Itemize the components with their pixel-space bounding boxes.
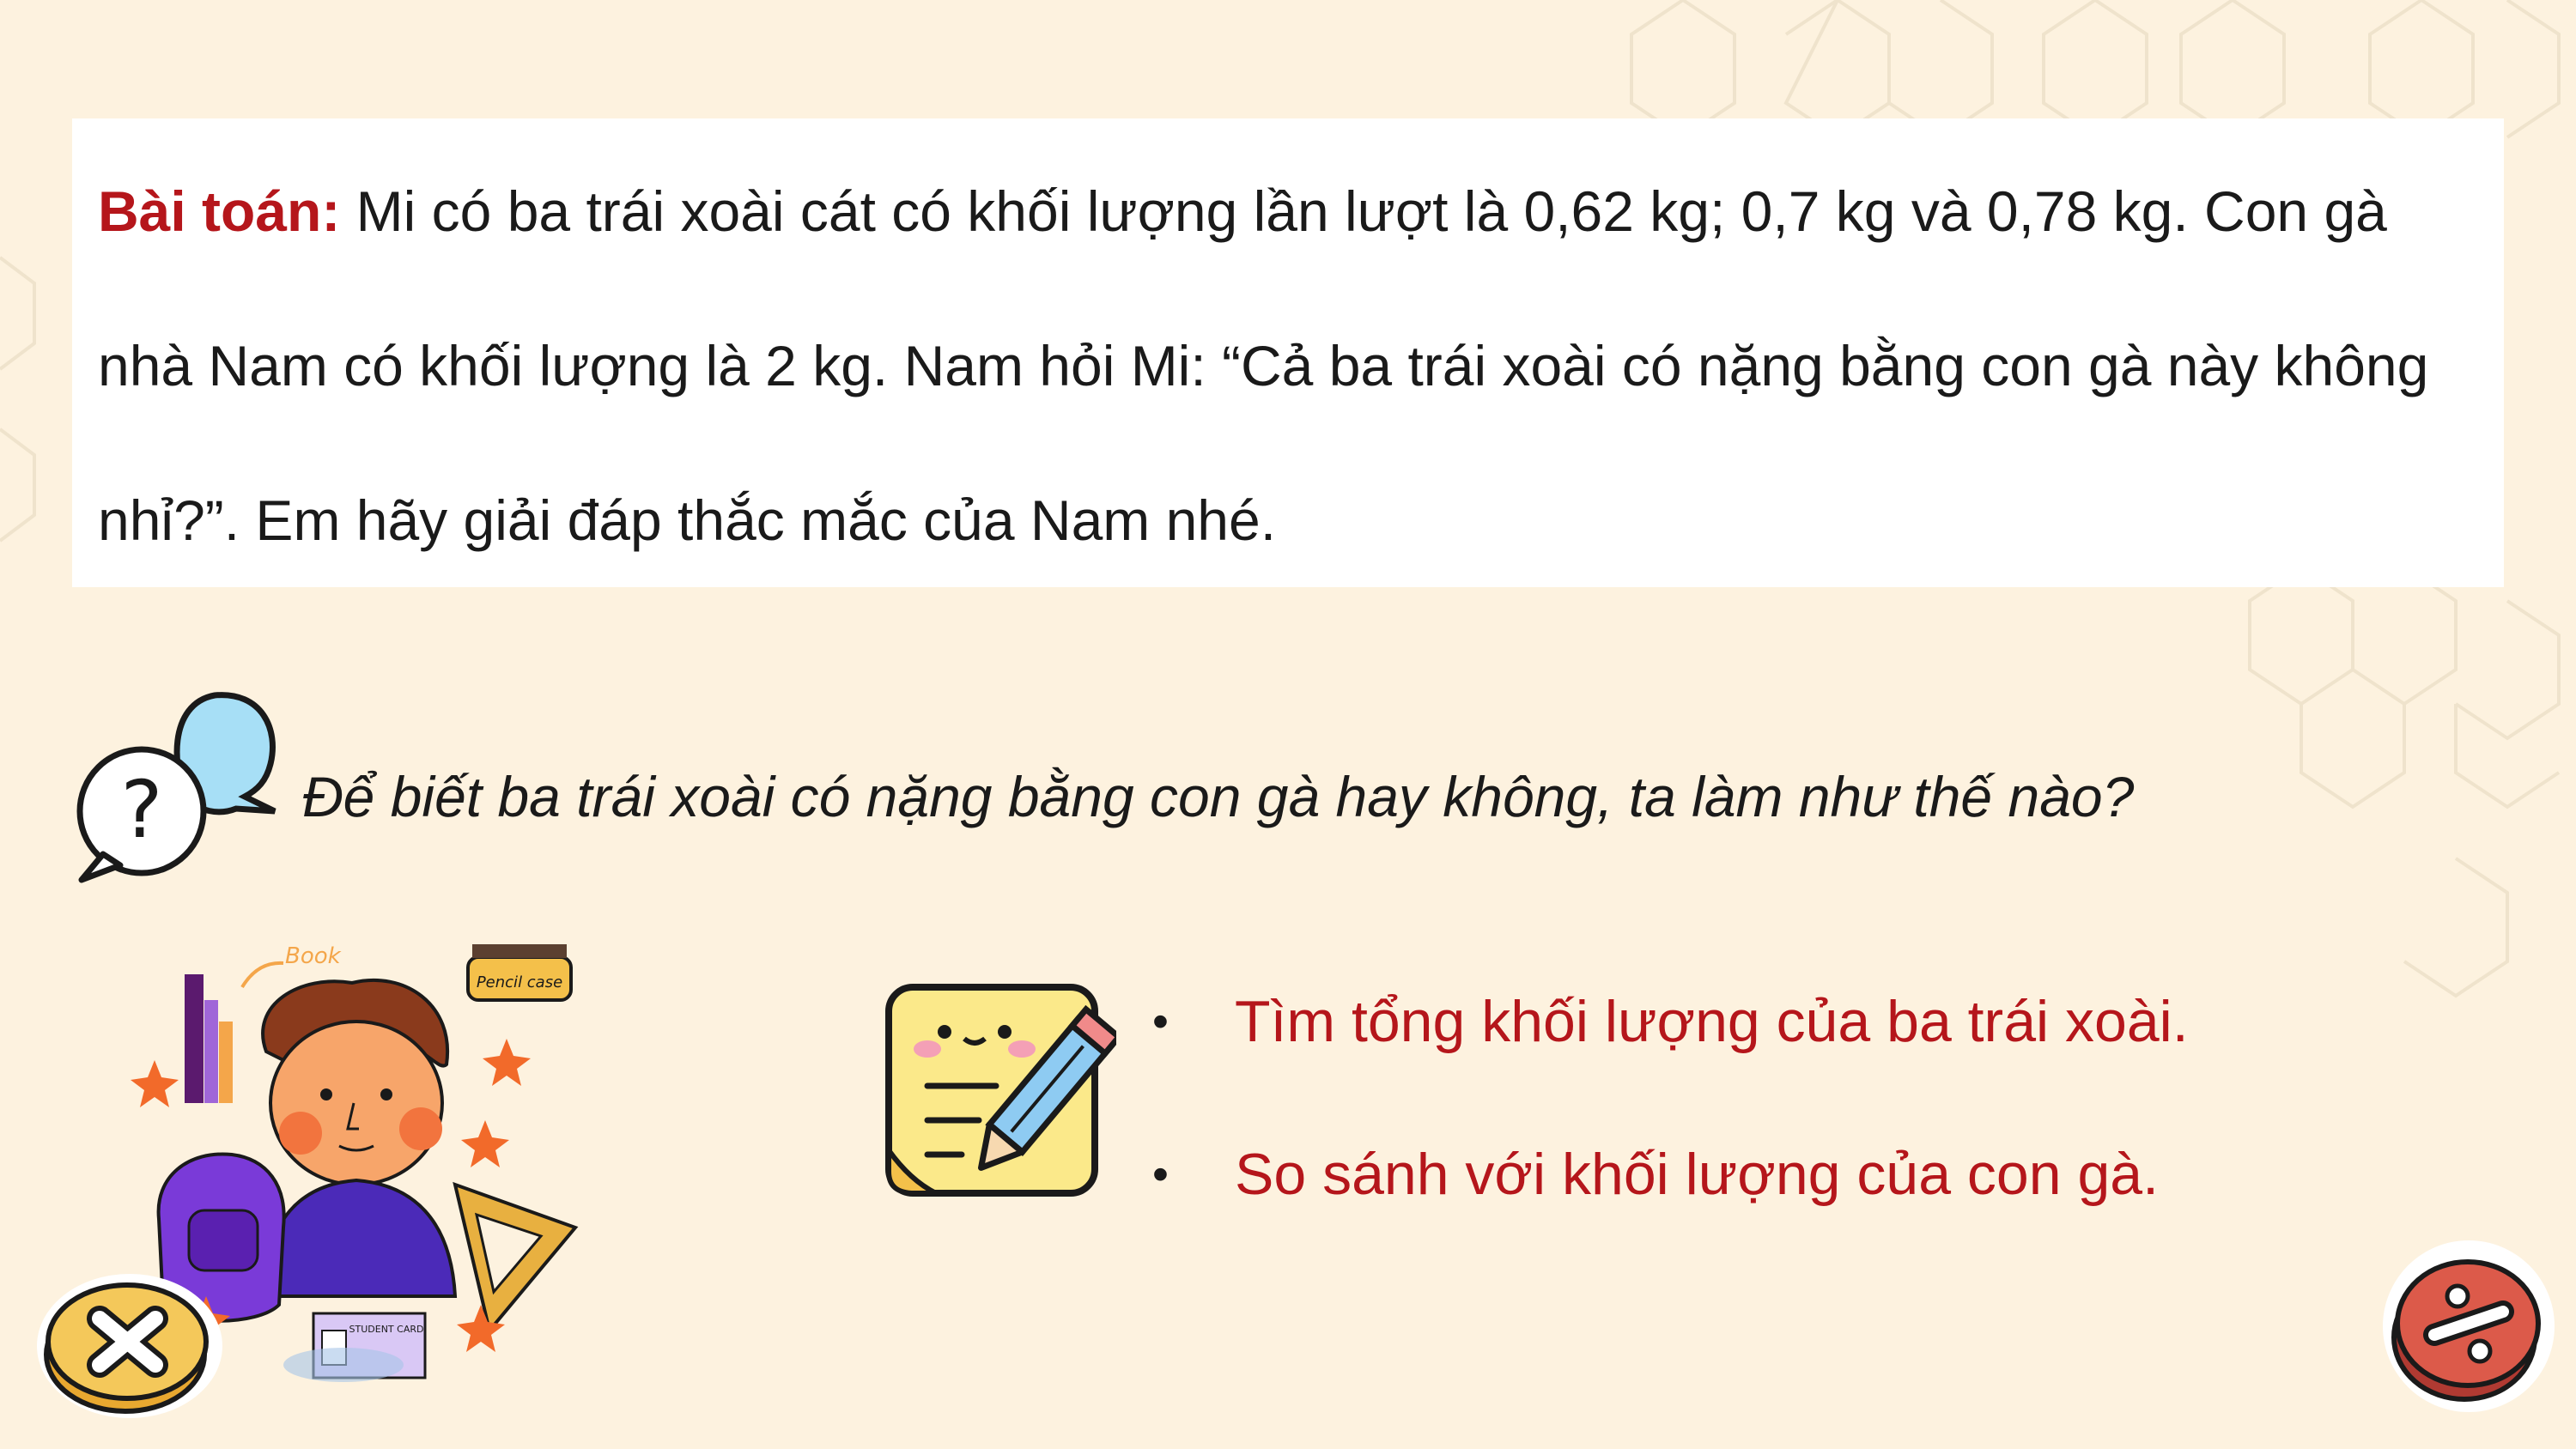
student-card-label: STUDENT CARD	[349, 1324, 424, 1335]
solution-steps	[1142, 983, 2189, 1288]
problem-text: Mi có ba trái xoài cát có khối lượng lần lượt là 0,62 kg; 0,7 kg và 0,78 kg. Con gà nhà Nam có khối lượng là 2 kg. Nam hỏi Mi: “Cả ba trái xoài có nặng bằng con gà này không nhỉ?”. Em hãy giải đáp thắc mắc của Nam nhé.	[98, 179, 2429, 552]
note-pencil-icon	[876, 979, 1116, 1210]
svg-text:?: ?	[120, 764, 163, 856]
question-bubble-icon	[69, 670, 292, 893]
step-item	[1142, 1136, 2189, 1213]
question-row	[69, 670, 2542, 893]
divide-icon	[2383, 1240, 2555, 1412]
bullet: •	[1152, 996, 1169, 1047]
bullet: •	[1152, 1149, 1169, 1200]
multiply-button[interactable]	[31, 1260, 228, 1423]
divide-button[interactable]	[2379, 1236, 2559, 1416]
guiding-question: Để biết ba trái xoài có nặng bằng con gà hay không, ta làm như thế nào?	[302, 765, 2135, 828]
multiply-icon	[37, 1274, 222, 1418]
step-text: Tìm tổng khối lượng của ba trái xoài.	[1235, 989, 2189, 1054]
problem-box	[72, 118, 2504, 587]
problem-label: Bài toán:	[98, 179, 341, 243]
problem-statement	[98, 134, 2478, 597]
step-text: So sánh với khối lượng của con gà.	[1235, 1142, 2159, 1207]
book-label: Book	[285, 943, 341, 969]
pencil-case-label: Pencil case	[476, 973, 563, 991]
step-item	[1142, 983, 2189, 1060]
